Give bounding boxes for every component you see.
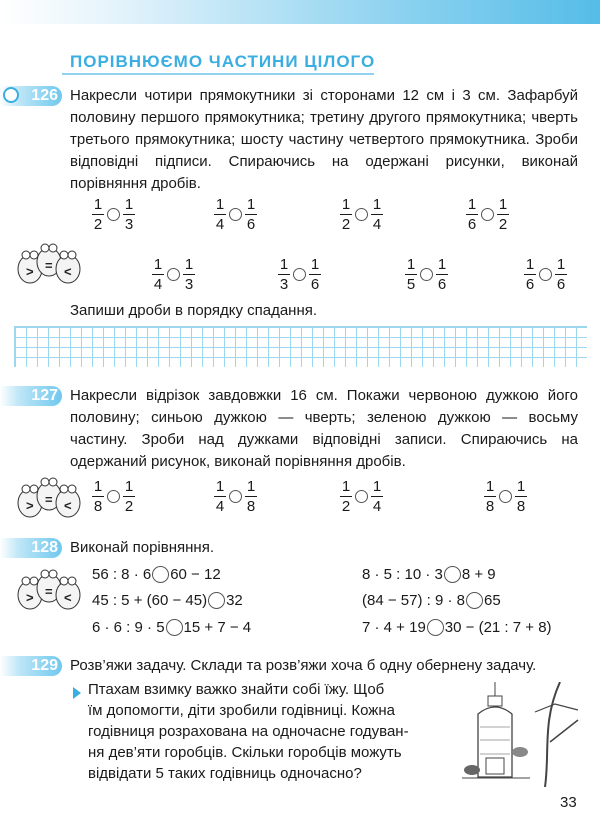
fraction-comparison bbox=[340, 478, 383, 515]
fraction: 1 4 bbox=[372, 478, 382, 516]
task-number-127: 127 bbox=[0, 386, 62, 406]
fraction: 1 6 bbox=[556, 256, 566, 294]
comparison-circle[interactable] bbox=[355, 490, 368, 503]
fraction: 1 4 bbox=[215, 196, 225, 234]
fraction: 1 5 bbox=[406, 256, 416, 294]
comparison-circle[interactable] bbox=[107, 490, 120, 503]
task-128-text: Виконай порівняння. bbox=[70, 539, 215, 556]
task-number-126: 126 bbox=[0, 86, 62, 106]
fraction-comparison bbox=[466, 196, 509, 233]
svg-text:=: = bbox=[45, 492, 53, 507]
comparison-circle[interactable] bbox=[355, 208, 368, 221]
fraction: 1 4 bbox=[215, 478, 225, 516]
comparison-circle[interactable] bbox=[481, 208, 494, 221]
bullet-arrow-icon bbox=[73, 687, 81, 699]
fraction-comparison bbox=[405, 256, 448, 293]
problem-line: ня дев’яти горобців. Скільки горобців можуть bbox=[88, 744, 402, 761]
problem-line: їм допомогти, діти зробили годівниці. Кожна bbox=[88, 702, 395, 719]
fraction: 1 3 bbox=[124, 196, 134, 234]
fraction: 1 6 bbox=[525, 256, 535, 294]
fraction-comparison bbox=[340, 196, 383, 233]
comparison-circle[interactable] bbox=[499, 490, 512, 503]
svg-text:<: < bbox=[64, 590, 72, 605]
svg-text:>: > bbox=[26, 590, 34, 605]
problem-line: відвідати 5 таких годівниць одночасно? bbox=[88, 765, 362, 782]
comparison-signs-characters-icon bbox=[16, 240, 82, 286]
fraction-comparison bbox=[92, 196, 135, 233]
fraction: 1 6 bbox=[246, 196, 256, 234]
fraction-comparison bbox=[524, 256, 567, 293]
problem-line: Птахам взимку важко знайти собі їжу. Щоб bbox=[88, 681, 385, 698]
comparison-circle[interactable] bbox=[444, 566, 461, 583]
fraction: 1 4 bbox=[372, 196, 382, 234]
svg-text:=: = bbox=[45, 584, 53, 599]
task-127-text: Накресли відрізок завдовжки 16 см. Покажи червоною дужкою його половину; синьою дужкою — чверть; зеленою дужкою — восьму частину. Зроби над дужками відповідні записи. Спираючись на одержаний рисунок, виконай порівняння дробів. bbox=[70, 387, 578, 470]
fraction: 1 2 bbox=[341, 478, 351, 516]
answer-grid[interactable] bbox=[14, 326, 587, 367]
comparison-circle[interactable] bbox=[167, 268, 180, 281]
fraction: 1 2 bbox=[341, 196, 351, 234]
fraction: 1 3 bbox=[184, 256, 194, 294]
sign-lt: < bbox=[64, 264, 72, 279]
bird-feeder-illustration-icon bbox=[450, 682, 580, 787]
task-126-instruction: Запиши дроби в порядку спадання. bbox=[70, 302, 318, 319]
expression-left: 56 : 8 · 6 60 − 12 bbox=[92, 566, 221, 583]
fraction: 1 4 bbox=[153, 256, 163, 294]
fraction-comparison bbox=[214, 196, 257, 233]
svg-text:>: > bbox=[26, 498, 34, 513]
comparison-circle[interactable] bbox=[208, 592, 225, 609]
fraction: 1 6 bbox=[310, 256, 320, 294]
badge-ring-icon bbox=[3, 87, 19, 103]
comparison-signs-characters-icon-3 bbox=[16, 566, 82, 612]
fraction: 1 8 bbox=[246, 478, 256, 516]
comparison-circle[interactable] bbox=[420, 268, 433, 281]
header-band bbox=[0, 0, 600, 24]
fraction-comparison bbox=[214, 478, 257, 515]
comparison-circle[interactable] bbox=[229, 208, 242, 221]
comparison-circle[interactable] bbox=[152, 566, 169, 583]
page-number: 33 bbox=[560, 794, 577, 811]
expression-left: 6 · 6 : 9 · 5 15 + 7 − 4 bbox=[92, 619, 252, 636]
svg-text:<: < bbox=[64, 498, 72, 513]
fraction-comparison bbox=[278, 256, 321, 293]
task-number-128: 128 bbox=[0, 538, 62, 558]
fraction: 1 8 bbox=[516, 478, 526, 516]
fraction-comparison bbox=[152, 256, 195, 293]
fraction: 1 8 bbox=[485, 478, 495, 516]
task-129-text: Розв’яжи задачу. Склади та розв’яжи хоча б одну обернену задачу. bbox=[70, 657, 537, 674]
comparison-circle[interactable] bbox=[427, 619, 444, 636]
section-title: ПОРІВНЮЄМО ЧАСТИНИ ЦІЛОГО bbox=[70, 52, 376, 71]
problem-line: годівниця розрахована на одночасне годуван- bbox=[88, 723, 409, 740]
fraction: 1 6 bbox=[467, 196, 477, 234]
sign-eq: = bbox=[45, 258, 53, 273]
expression-right: (84 − 57) : 9 · 8 65 bbox=[362, 592, 501, 609]
comparison-circle[interactable] bbox=[466, 592, 483, 609]
expression-left: 45 : 5 + (60 − 45) 32 bbox=[92, 592, 243, 609]
comparison-circle[interactable] bbox=[229, 490, 242, 503]
fraction: 1 8 bbox=[93, 478, 103, 516]
task-number-129: 129 bbox=[0, 656, 62, 676]
task-126-text: Накресли чотири прямокутники зі сторонами 12 см і 3 см. Зафарбуй половину першого прямокутника; третину другого прямокутника; чверть третього прямокутника; шосту частину четвертого прямокутника. Зроби відповідні підписи. Спираючись на одержані рисунки, виконай порівняння дробів. bbox=[70, 87, 578, 192]
fraction-comparison bbox=[484, 478, 527, 515]
comparison-circle[interactable] bbox=[166, 619, 183, 636]
fraction: 1 3 bbox=[279, 256, 289, 294]
comparison-circle[interactable] bbox=[107, 208, 120, 221]
sign-gt: > bbox=[26, 264, 34, 279]
fraction-comparison bbox=[92, 478, 135, 515]
expression-right: 7 · 4 + 19 30 − (21 : 7 + 8) bbox=[362, 619, 552, 636]
comparison-signs-characters-icon-2 bbox=[16, 474, 82, 520]
fraction: 1 2 bbox=[93, 196, 103, 234]
expression-right: 8 · 5 : 10 · 3 8 + 9 bbox=[362, 566, 496, 583]
fraction: 1 2 bbox=[124, 478, 134, 516]
title-underline bbox=[62, 73, 374, 75]
comparison-circle[interactable] bbox=[539, 268, 552, 281]
fraction: 1 2 bbox=[498, 196, 508, 234]
comparison-circle[interactable] bbox=[293, 268, 306, 281]
fraction: 1 6 bbox=[437, 256, 447, 294]
